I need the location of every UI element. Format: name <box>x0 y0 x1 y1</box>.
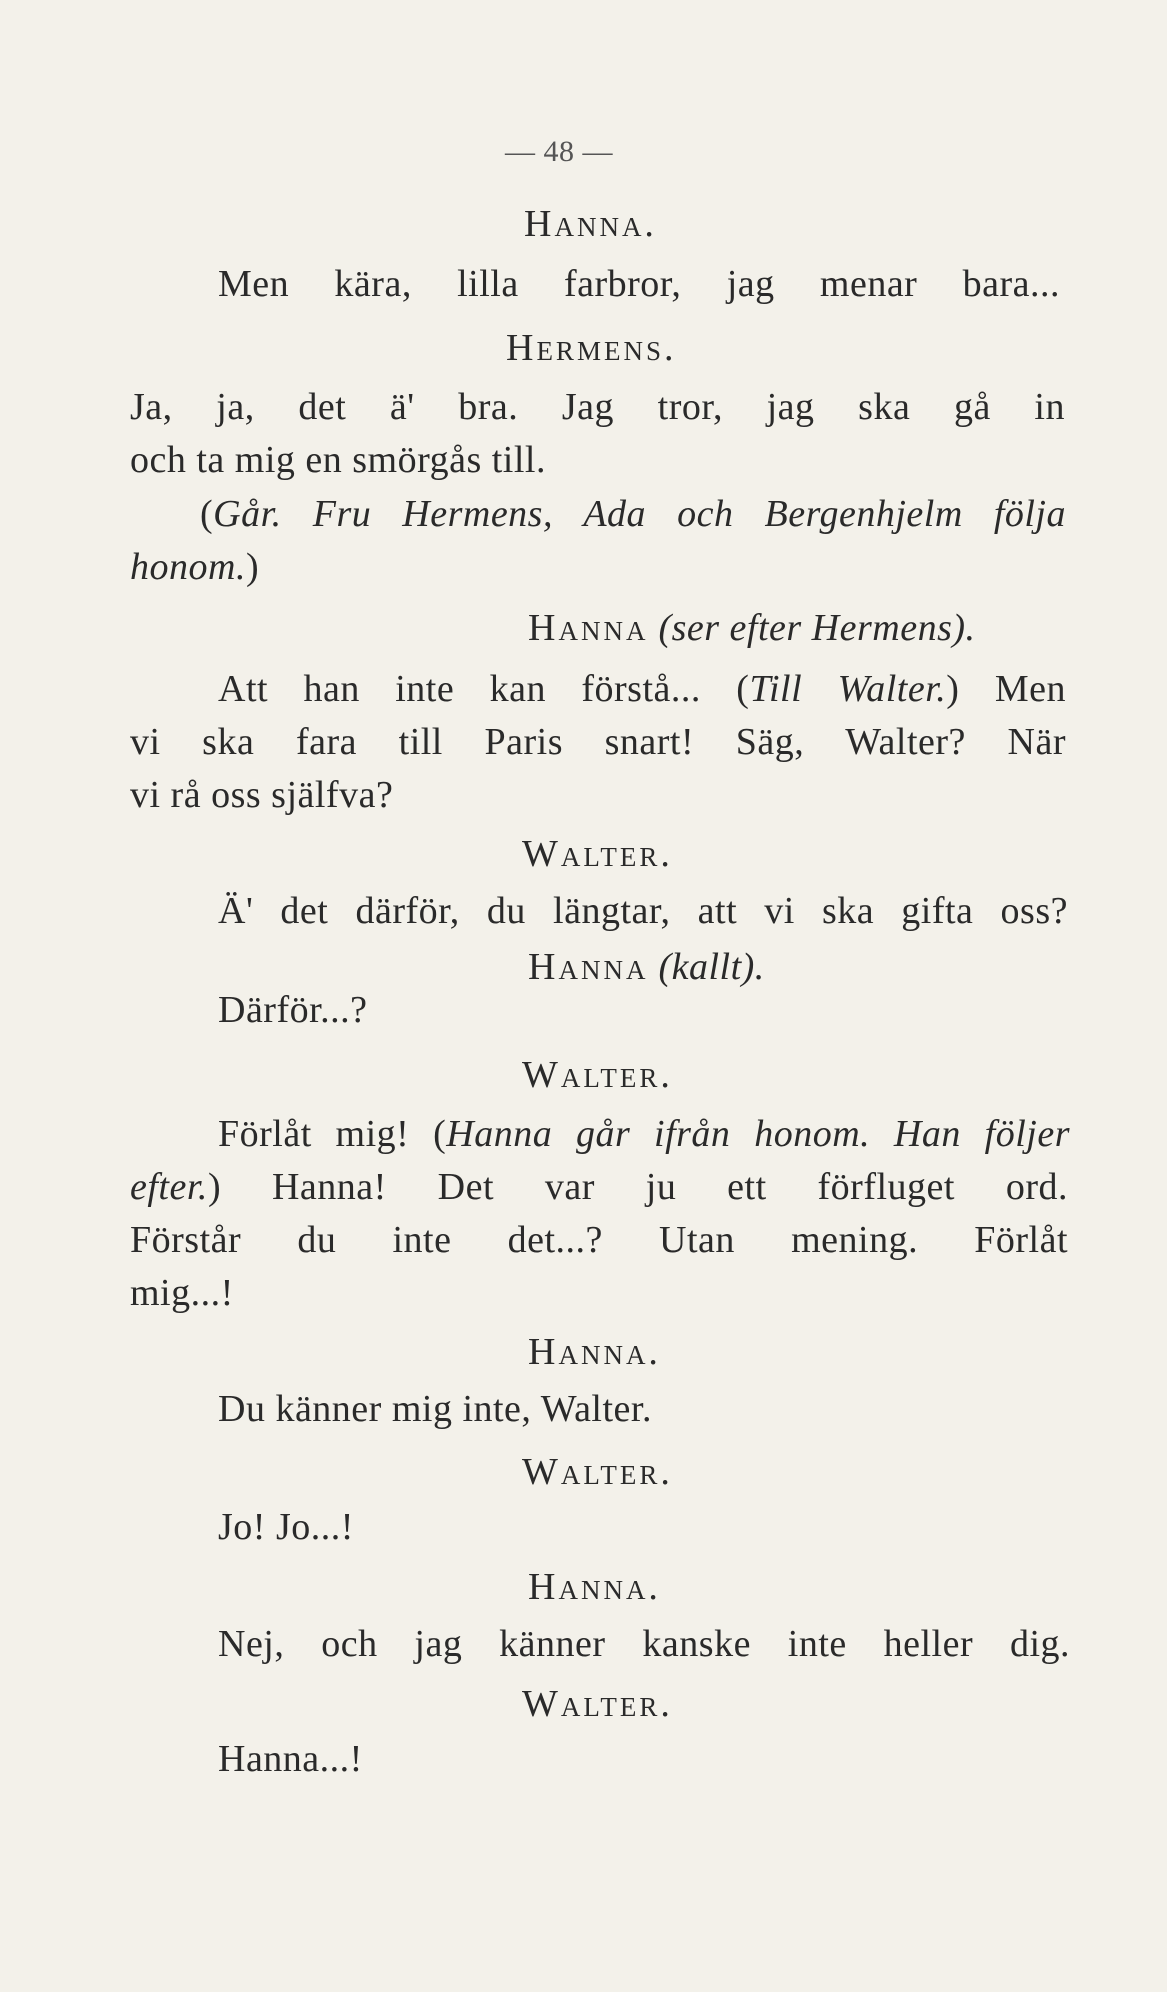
dialogue-line: Ja, ja, det ä' bra. Jag tror, jag ska gå in <box>130 386 1065 428</box>
stage-direction-text: efter. <box>130 1166 208 1208</box>
dialogue-text: Förlåt mig! ( <box>218 1113 447 1155</box>
speaker-heading: Walter. <box>522 1451 673 1493</box>
speaker-heading <box>528 606 976 650</box>
stage-direction <box>130 545 259 589</box>
speaker-heading: Hanna. <box>528 1566 661 1608</box>
speaker-name: Hanna <box>528 607 649 649</box>
paren-open: ( <box>200 493 214 535</box>
speaker-heading <box>528 945 765 989</box>
speaker-heading: Walter. <box>522 1683 673 1725</box>
dialogue-line: mig...! <box>130 1272 234 1314</box>
dialogue-line <box>130 1165 1068 1209</box>
dialogue-line: vi ska fara till Paris snart! Säg, Walter? När <box>130 721 1066 763</box>
speaker-heading: Hanna. <box>524 203 657 245</box>
stage-direction-text: Hanna går ifrån honom. Han följer <box>446 1113 1070 1155</box>
dialogue-line: Jo! Jo...! <box>218 1506 354 1548</box>
dialogue-line: Hanna...! <box>218 1738 363 1780</box>
dialogue-text: ) Hanna! Det var ju ett förfluget ord. <box>207 1166 1068 1208</box>
stage-direction-text: (kallt). <box>658 946 765 988</box>
stage-direction <box>200 492 1066 536</box>
speaker-heading: Walter. <box>522 1054 673 1096</box>
dialogue-line: och ta mig en smörgås till. <box>130 439 546 481</box>
speaker-name: Hanna <box>528 946 649 988</box>
page-number: — 48 — <box>505 135 613 168</box>
dialogue-line: Du känner mig inte, Walter. <box>218 1388 652 1430</box>
speaker-heading: Hermens. <box>506 327 677 369</box>
dialogue-line: Men kära, lilla farbror, jag menar bara... <box>218 263 1060 305</box>
dialogue-line: Därför...? <box>218 989 368 1031</box>
dialogue-line: Förstår du inte det...? Utan mening. Förlåt <box>130 1219 1068 1261</box>
dialogue-line <box>218 667 1066 711</box>
dialogue-line: vi rå oss själfva? <box>130 774 394 816</box>
speaker-heading: Hanna. <box>528 1331 661 1373</box>
stage-direction-text: Till Walter. <box>749 668 947 710</box>
dialogue-line <box>218 1112 1070 1156</box>
dialogue-text: Att han inte kan förstå... ( <box>218 668 750 710</box>
dialogue-line: Nej, och jag känner kanske inte heller dig. <box>218 1623 1070 1665</box>
stage-direction-text: (ser efter Hermens). <box>658 607 976 649</box>
dialogue-text: ) Men <box>946 668 1067 710</box>
stage-direction-text: Går. Fru Hermens, Ada och Bergenhjelm följa <box>213 493 1066 535</box>
stage-direction-text: honom. <box>130 546 246 588</box>
speaker-heading: Walter. <box>522 833 673 875</box>
dialogue-line: Ä' det därför, du längtar, att vi ska gifta oss? <box>218 890 1068 932</box>
paren-close: ) <box>245 546 260 588</box>
